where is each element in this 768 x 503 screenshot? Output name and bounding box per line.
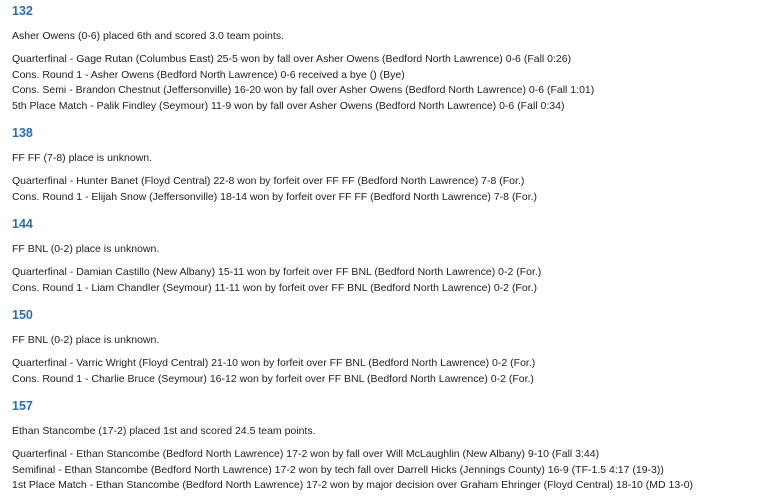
wrestler-summary: FF FF (7-8) place is unknown. <box>12 152 153 164</box>
match-result: Quarterfinal - Varric Wright (Floyd Central) 21-10 won by forfeit over FF BNL (Bedford North Lawrence) 0-2 (For.) <box>12 357 536 369</box>
match-result: Cons. Semi - Brandon Chestnut (Jeffersonville) 16-20 won by fall over Asher Owens (Bedford North Lawrence) 0-6 (Fall 1:01) <box>12 84 595 96</box>
wrestler-summary: FF BNL (0-2) place is unknown. <box>12 243 160 255</box>
match-result: Quarterfinal - Ethan Stancombe (Bedford North Lawrence) 17-2 won by fall over Will McLaughlin (New Albany) 9-10 (Fall 3:44) <box>12 448 600 460</box>
weight-heading: 150 <box>12 308 33 322</box>
weight-heading: 138 <box>12 126 33 140</box>
match-result: Cons. Round 1 - Elijah Snow (Jeffersonville) 18-14 won by forfeit over FF FF (Bedford North Lawrence) 7-8 (For.) <box>12 190 538 203</box>
wrestler-summary: FF BNL (0-2) place is unknown. <box>12 334 160 346</box>
weight-heading: 157 <box>12 399 33 413</box>
match-result: Semifinal - Ethan Stancombe (Bedford North Lawrence) 17-2 won by tech fall over Darrell Hicks (Jennings County) 16-9 (TF-1.5 4:17 (19-3)) <box>12 463 664 476</box>
match-result: Quarterfinal - Damian Castillo (New Albany) 15-11 won by forfeit over FF BNL (Bedford North Lawrence) 0-2 (For.) <box>12 266 542 278</box>
match-result: Cons. Round 1 - Charlie Bruce (Seymour) 16-12 won by forfeit over FF BNL (Bedford North Lawrence) 0-2 (For.) <box>12 372 534 385</box>
wrestler-summary: Asher Owens (0-6) placed 6th and scored 3.0 team points. <box>12 30 284 42</box>
match-result: Cons. Round 1 - Asher Owens (Bedford North Lawrence) 0-6 received a bye () (Bye) <box>12 68 405 81</box>
match-list <box>12 265 768 296</box>
match-list <box>12 447 768 494</box>
match-result: 5th Place Match - Palik Findley (Seymour) 11-9 won by fall over Asher Owens (Bedford North Lawrence) 0-6 (Fall 0:34) <box>12 99 565 112</box>
match-list <box>12 356 768 387</box>
weight-section-138 <box>12 122 768 205</box>
match-list <box>12 52 768 114</box>
weight-section-132 <box>12 0 768 114</box>
wrestler-summary: Ethan Stancombe (17-2) placed 1st and scored 24.5 team points. <box>12 425 316 437</box>
weight-section-150 <box>12 304 768 387</box>
weight-section-157 <box>12 395 768 494</box>
match-result: 1st Place Match - Ethan Stancombe (Bedford North Lawrence) 17-2 won by major decision over Graham Ehringer (Floyd Central) 18-10 (MD 13-0) <box>12 479 694 491</box>
weight-section-144 <box>12 213 768 296</box>
weight-heading: 132 <box>12 4 33 18</box>
match-list <box>12 174 768 205</box>
weight-heading: 144 <box>12 217 33 231</box>
match-result: Quarterfinal - Hunter Banet (Floyd Central) 22-8 won by forfeit over FF FF (Bedford North Lawrence) 7-8 (For.) <box>12 175 525 187</box>
match-result: Quarterfinal - Gage Rutan (Columbus East) 25-5 won by fall over Asher Owens (Bedford North Lawrence) 0-6 (Fall 0:26) <box>12 53 572 65</box>
match-result: Cons. Round 1 - Liam Chandler (Seymour) 11-11 won by forfeit over FF BNL (Bedford North Lawrence) 0-2 (For.) <box>12 281 538 294</box>
